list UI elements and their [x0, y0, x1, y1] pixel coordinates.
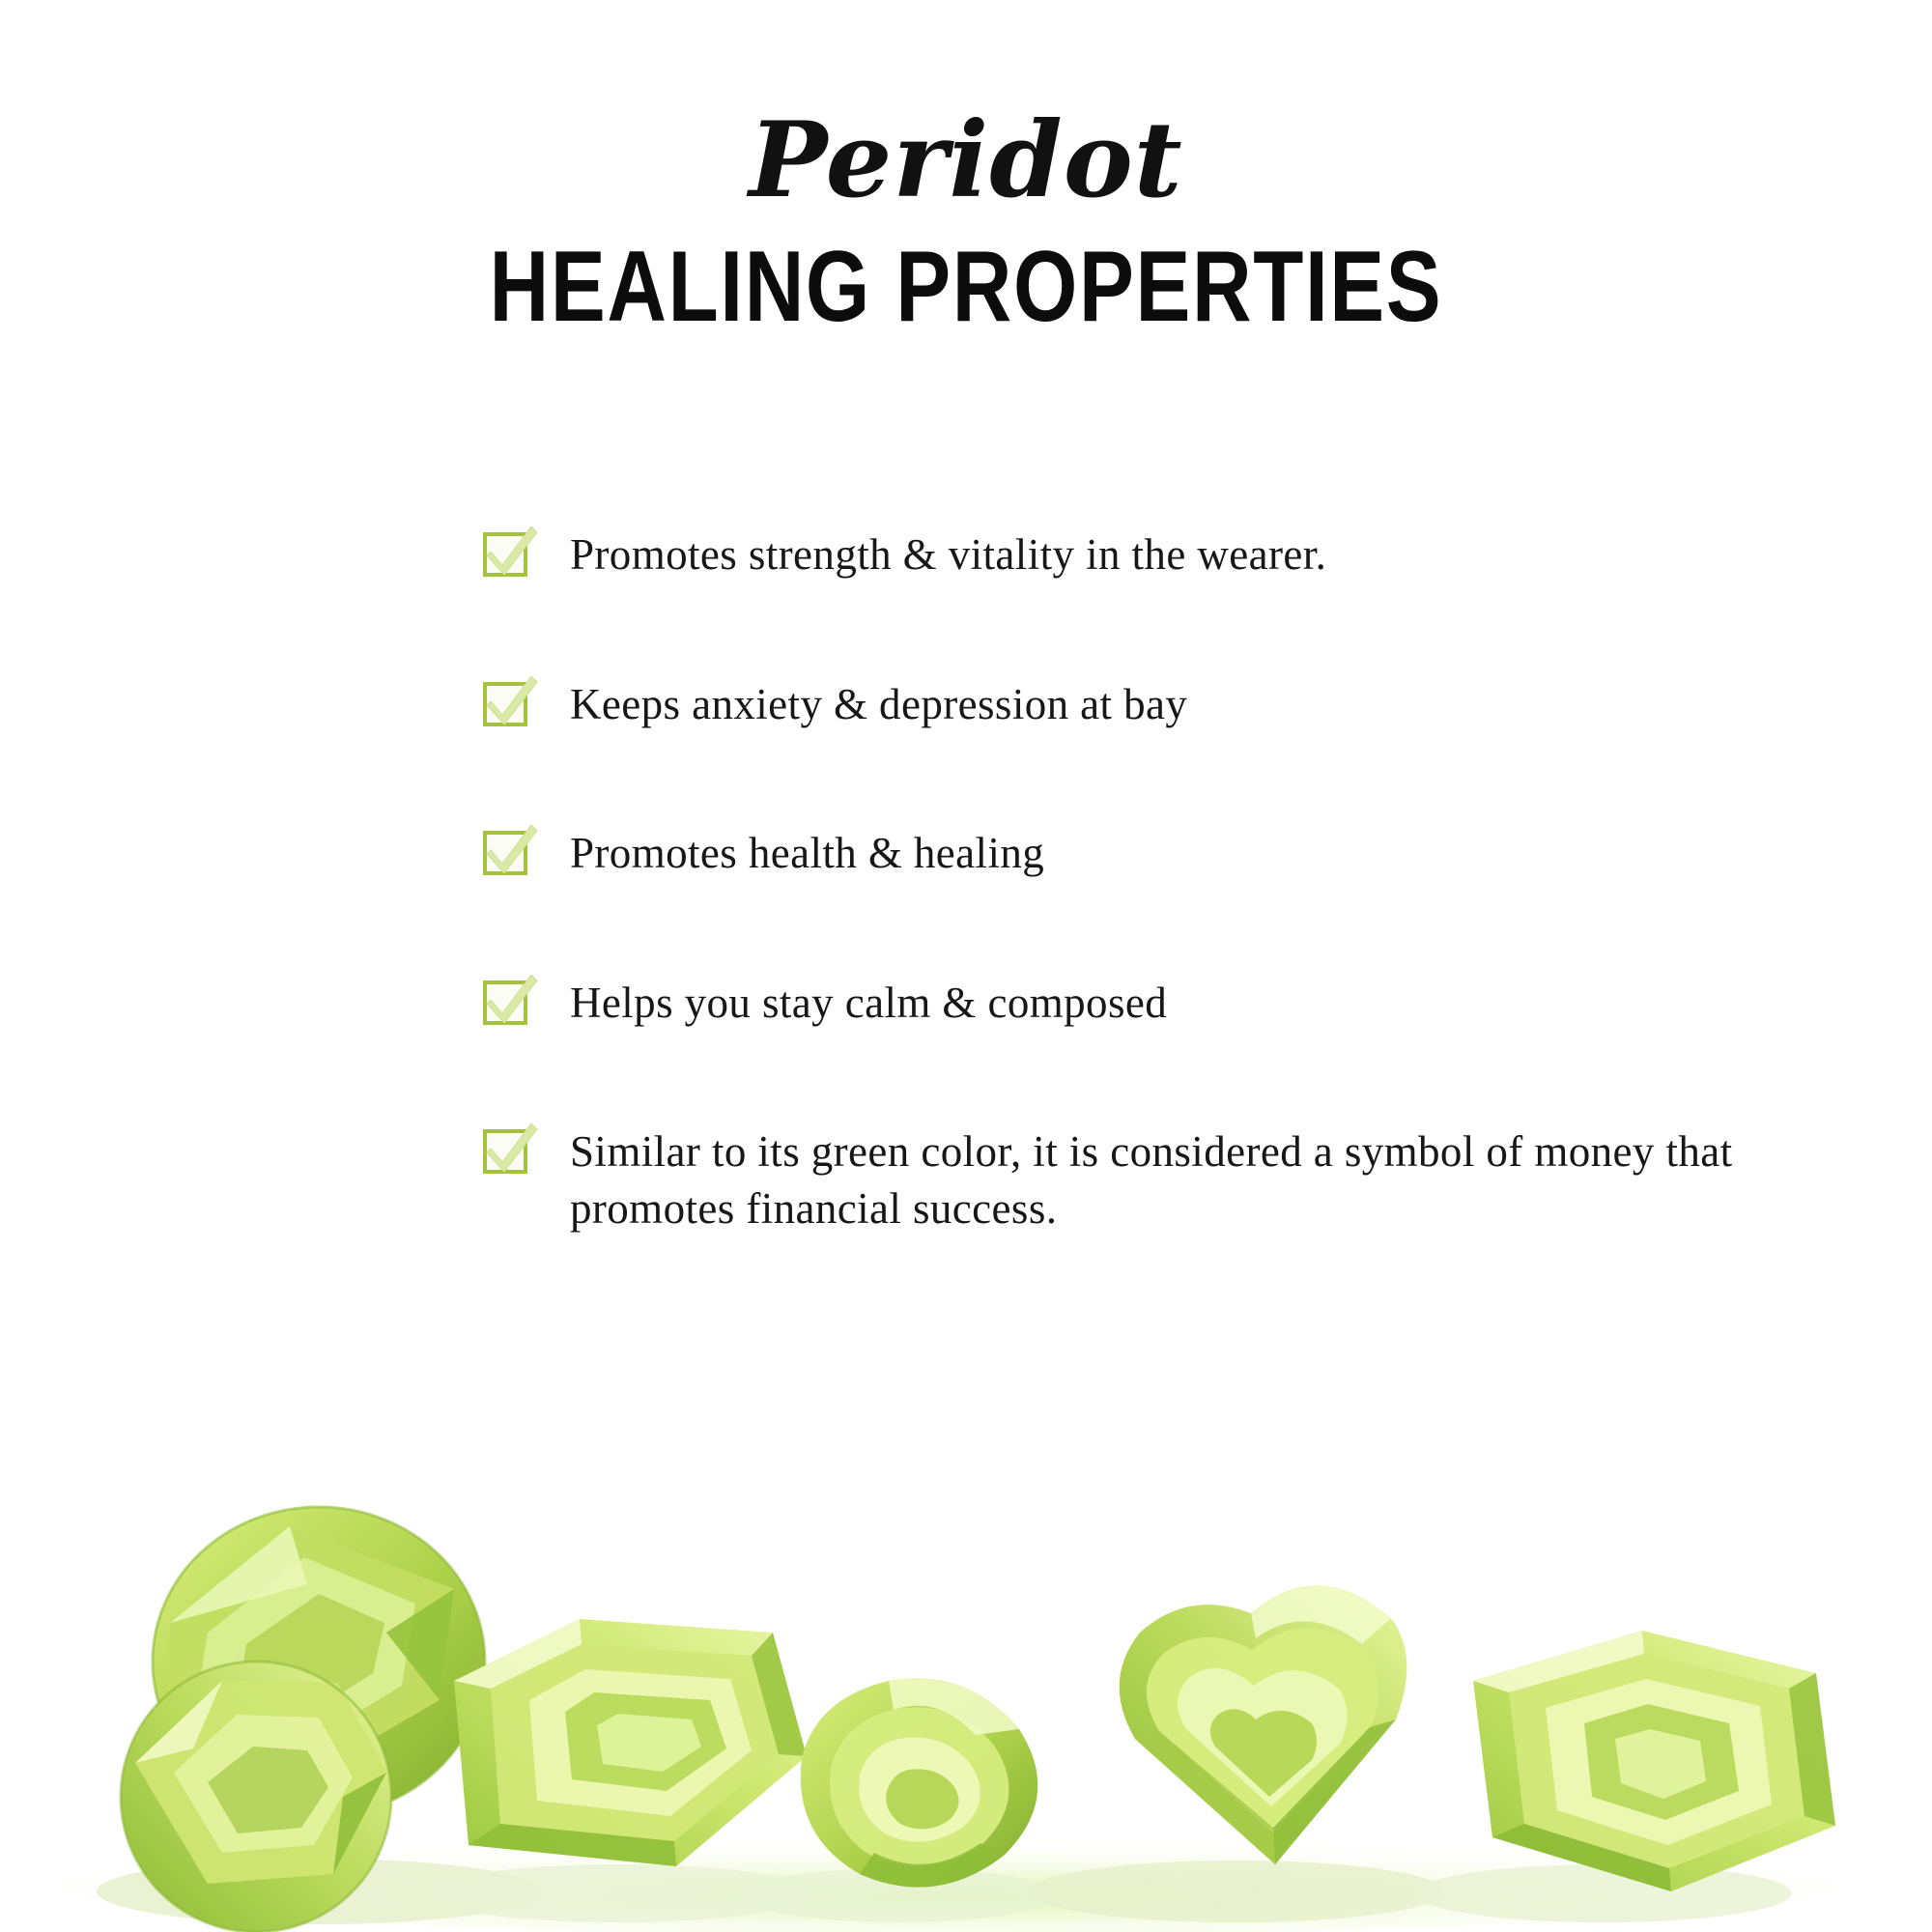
checkbox-checked-icon [483, 682, 531, 730]
checkbox-checked-icon [483, 980, 531, 1029]
list-item [483, 975, 1835, 1032]
healing-properties-list [483, 526, 1835, 1236]
list-item-label: Similar to its green color, it is considered a symbol of money that promotes financial success. [570, 1127, 1733, 1233]
list-item-label: Promotes health & healing [570, 829, 1045, 877]
list-item [483, 1123, 1835, 1236]
list-item-label: Keeps anxiety & depression at bay [570, 679, 1188, 728]
checkbox-checked-icon [483, 532, 531, 581]
list-item [483, 825, 1835, 882]
list-item [483, 676, 1835, 733]
peridot-gemstones-photo [0, 1391, 1932, 1932]
list-item-label: Helps you stay calm & composed [570, 978, 1168, 1027]
page-header [0, 99, 1932, 344]
checkbox-checked-icon [483, 831, 531, 879]
page-title: HEALING PROPERTIES [489, 231, 1443, 344]
emerald-baguette-cut-gem [454, 1619, 807, 1866]
round-cut-gem-small [121, 1662, 391, 1932]
list-item-label: Promotes strength & vitality in the wearer. [570, 530, 1327, 579]
page-title-script: Peridot [749, 99, 1183, 221]
list-item [483, 526, 1835, 583]
checkbox-checked-icon [483, 1129, 531, 1178]
pear-cut-gem [801, 1678, 1038, 1887]
heart-cut-gem [1120, 1585, 1407, 1864]
